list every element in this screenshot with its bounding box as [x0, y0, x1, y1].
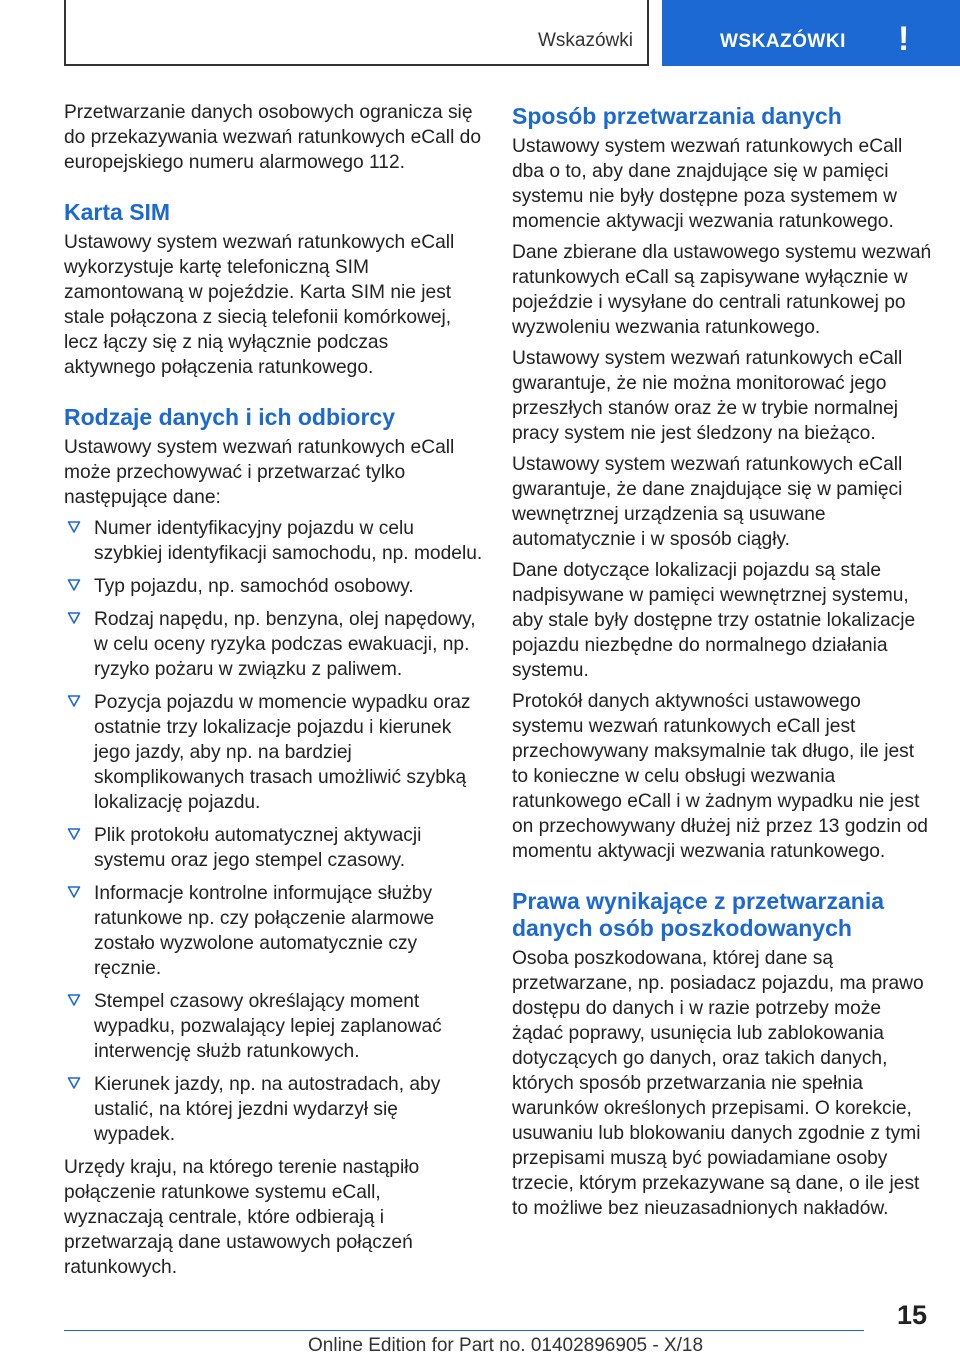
triangle-bullet-icon — [67, 993, 81, 1007]
list-item — [64, 823, 484, 873]
list-item — [64, 989, 484, 1064]
list-item-text: Stempel czasowy określający moment wypadku, pozwalający lepiej zaplanować interwencję służb ratunkowych. — [94, 991, 442, 1062]
chapter-tab[interactable] — [662, 0, 960, 66]
list-item-text: Pozycja pojazdu w momencie wypadku oraz ostatnie trzy lokalizacje pojazdu i kierunek jego jazdy, aby np. na bardziej skomplikowanych trasach umożliwić szybką lokalizację pojazdu. — [94, 692, 471, 813]
list-item-text: Numer identyfikacyjny pojazdu w celu szybkiej identyfikacji samochodu, np. modelu. — [94, 518, 483, 564]
method-paragraph-2: Dane zbierane dla ustawowego systemu wezwań ratunkowych eCall są zapisywane wyłącznie w pojeździe i wysyłane do centrali ratunkowej po wyzwoleniu wezwania ratunkowego. — [512, 242, 932, 338]
rights-paragraph: Osoba poszkodowana, której dane są przetwarzane, np. posiadacz pojazdu, ma prawo dostępu do danych i w razie potrzeby może żądać poprawy, usunięcia lub zablokowania dotyczących go danych, oraz takich danych, których sposób przetwarzania nie spełnia warunków określonych przepisami. O korekcie, usuwaniu lub blokowaniu danych zgodnie z tymi przepisami muszą być powiadamiane osoby trzecie, którym przekazywane są dane, o ile jest to możliwe bez nieuzasadnionych nakładów. — [512, 948, 924, 1219]
exclamation-icon: ! — [898, 20, 910, 58]
triangle-bullet-icon — [67, 578, 81, 592]
method-paragraph-1: Ustawowy system wezwań ratunkowych eCall dba o to, aby dane znajdujące się w pamięci systemu nie były dostępne poza systemem w momencie aktywacji wezwania ratunkowego. — [512, 136, 903, 232]
data-types-paragraph: Ustawowy system wezwań ratunkowych eCall może przechowywać i przetwarzać tylko następujące dane: — [64, 437, 455, 508]
list-item — [64, 516, 484, 566]
list-item-text: Typ pojazdu, np. samochód osobowy. — [94, 576, 414, 597]
method-paragraph-4: Ustawowy system wezwań ratunkowych eCall gwarantuje, że dane znajdujące się w pamięci wewnętrznej urządzenia są usuwane automatycznie i w sposób ciągły. — [512, 454, 903, 550]
list-item-text: Kierunek jazdy, np. na autostradach, aby ustalić, na której jezdni wydarzył się wypadek. — [94, 1074, 441, 1145]
page-number: 15 — [897, 1300, 928, 1330]
list-item — [64, 690, 484, 815]
list-item — [64, 574, 484, 599]
method-paragraph-5: Dane dotyczące lokalizacji pojazdu są stale nadpisywane w pamięci wewnętrznej systemu, aby stale były dostępne trzy ostatnie lokalizacje pojazdu niezbędne do normalnego działania systemu. — [512, 560, 916, 681]
header-section-box — [64, 0, 649, 66]
chapter-title: WSKAZÓWKI — [720, 31, 846, 52]
heading-processing-method: Sposób przetwarzania danych — [512, 103, 842, 129]
data-types-list — [64, 516, 484, 1147]
section-title: Wskazówki — [537, 30, 633, 51]
list-item-text: Informacje kontrolne informujące służby ratunkowe np. czy połączenie alarmowe zostało wyzwolone automatycznie czy ręcznie. — [94, 883, 435, 979]
list-item — [64, 1072, 484, 1147]
footer-divider — [64, 1330, 864, 1331]
left-column — [64, 100, 484, 1286]
triangle-bullet-icon — [67, 520, 81, 534]
right-column — [512, 100, 932, 1227]
sim-paragraph: Ustawowy system wezwań ratunkowych eCall wykorzystuje kartę telefoniczną SIM zamontowaną w pojeździe. Karta SIM nie jest stale połączona z siecią telefonii komórkowej, lecz łączy się z nią wyłącznie podczas aktywnego połączenia ratunkowego. — [64, 232, 455, 378]
heading-rights: Prawa wynikające z przetwarzania danych osób poszkodowanych — [512, 888, 885, 941]
edition-note: Online Edition for Part no. 01402896905 - X/18 — [308, 1335, 704, 1356]
triangle-bullet-icon — [67, 885, 81, 899]
list-item — [64, 881, 484, 981]
triangle-bullet-icon — [67, 1076, 81, 1090]
triangle-bullet-icon — [67, 611, 81, 625]
list-item — [64, 607, 484, 682]
list-item-text: Plik protokołu automatycznej aktywacji systemu oraz jego stempel czasowy. — [94, 825, 422, 871]
triangle-bullet-icon — [67, 827, 81, 841]
triangle-bullet-icon — [67, 694, 81, 708]
heading-data-types: Rodzaje danych i ich odbiorcy — [64, 404, 396, 430]
method-paragraph-6: Protokół danych aktywności ustawowego systemu wezwań ratunkowych eCall jest przechowywany maksymalnie tak długo, ile jest to konieczne w celu obsługi wezwania ratunkowego eCall i w żadnym wypadku nie jest on przechowywany dłużej niż przez 13 godzin od momentu aktywacji wezwania ratunkowego. — [512, 691, 928, 862]
offices-paragraph: Urzędy kraju, na którego terenie nastąpiło połączenie ratunkowe systemu eCall, wyznaczają centrale, które odbierają i przetwarzają dane ustawowych połączeń ratunkowych. — [64, 1157, 420, 1278]
list-item-text: Rodzaj napędu, np. benzyna, olej napędowy, w celu oceny ryzyka podczas ewakuacji, np. ryzyko pożaru w związku z paliwem. — [94, 609, 476, 680]
heading-sim-card: Karta SIM — [64, 199, 171, 225]
method-paragraph-3: Ustawowy system wezwań ratunkowych eCall gwarantuje, że nie można monitorować jego przeszłych stanów oraz że w trybie normalnej pracy system nie jest śledzony na bieżąco. — [512, 348, 903, 444]
intro-paragraph: Przetwarzanie danych osobowych ogranicza się do przekazywania wezwań ratunkowych eCall do europejskiego numeru alarmowego 112. — [64, 102, 482, 173]
